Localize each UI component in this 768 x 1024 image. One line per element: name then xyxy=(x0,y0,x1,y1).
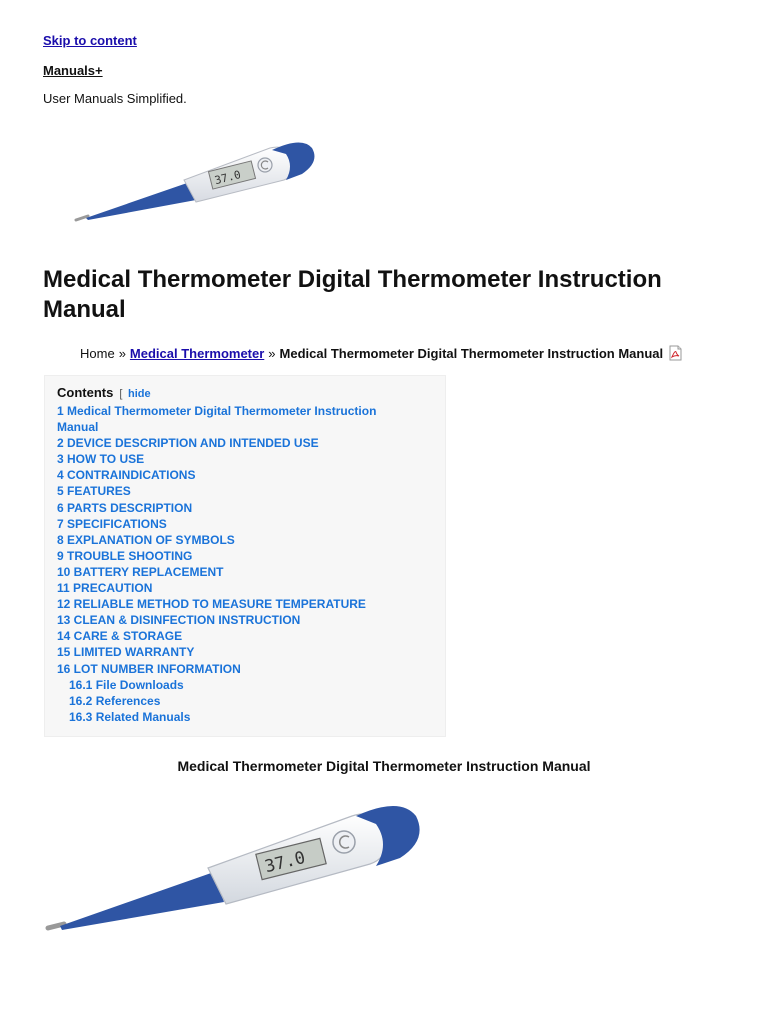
breadcrumb-separator: » xyxy=(268,345,276,361)
toc-item[interactable]: Manual xyxy=(57,420,99,435)
thumbnail-display-reading: 37.0 xyxy=(213,168,243,188)
toc-item[interactable]: 7 SPECIFICATIONS xyxy=(57,516,167,531)
toc-item[interactable]: 10 BATTERY REPLACEMENT xyxy=(57,564,224,579)
pdf-icon[interactable] xyxy=(669,345,682,361)
toc-item[interactable]: 5 FEATURES xyxy=(57,484,131,499)
toc-item[interactable]: 12 RELIABLE METHOD TO MEASURE TEMPERATURE xyxy=(57,597,366,612)
toc-item[interactable]: 16.1 File Downloads xyxy=(69,677,184,692)
breadcrumb-home[interactable]: Home xyxy=(80,345,115,361)
toc-title: Contents xyxy=(57,385,114,400)
product-display-reading: 37.0 xyxy=(262,847,308,878)
toc-item[interactable]: 2 DEVICE DESCRIPTION AND INTENDED USE xyxy=(57,436,319,451)
toc-item[interactable]: 16.3 Related Manuals xyxy=(69,709,191,724)
thermometer-thumbnail-image xyxy=(72,138,320,226)
breadcrumb xyxy=(80,345,682,361)
toc-item[interactable]: 6 PARTS DESCRIPTION xyxy=(57,500,193,515)
thermometer-product-image xyxy=(44,800,428,936)
toc-item[interactable]: 1 Medical Thermometer Digital Thermometer Instruction xyxy=(57,404,377,418)
page-title: Medical Thermometer Digital Thermometer Instruction Manual xyxy=(43,266,662,323)
toc-header xyxy=(57,385,151,400)
toc-item[interactable]: 16.2 References xyxy=(69,693,161,708)
site-title-link[interactable]: Manuals+ xyxy=(43,63,103,78)
toc-hide-toggle[interactable]: hide xyxy=(128,388,151,400)
breadcrumb-current: Medical Thermometer Digital Thermometer Instruction Manual xyxy=(279,345,664,361)
breadcrumb-separator: » xyxy=(118,345,126,361)
toc-item[interactable]: 9 TROUBLE SHOOTING xyxy=(57,548,193,563)
table-of-contents xyxy=(44,375,446,737)
toc-item[interactable]: 14 CARE & STORAGE xyxy=(57,629,183,644)
toc-item[interactable]: 4 CONTRAINDICATIONS xyxy=(57,468,196,483)
toc-bracket: [ xyxy=(119,388,123,400)
section-heading: Medical Thermometer Digital Thermometer Instruction Manual xyxy=(177,758,591,774)
breadcrumb-category-link[interactable]: Medical Thermometer xyxy=(129,345,265,361)
toc-item[interactable]: 13 CLEAN & DISINFECTION INSTRUCTION xyxy=(57,613,301,628)
toc-item[interactable]: 8 EXPLANATION OF SYMBOLS xyxy=(57,532,235,547)
toc-item[interactable]: 16 LOT NUMBER INFORMATION xyxy=(57,661,241,676)
toc-item[interactable]: 11 PRECAUTION xyxy=(57,581,153,596)
site-tagline: User Manuals Simplified. xyxy=(43,91,187,106)
skip-to-content-link[interactable]: Skip to content xyxy=(43,33,137,48)
toc-item[interactable]: 15 LIMITED WARRANTY xyxy=(57,645,195,660)
toc-item[interactable]: 3 HOW TO USE xyxy=(57,452,145,467)
toc-list xyxy=(57,403,417,725)
